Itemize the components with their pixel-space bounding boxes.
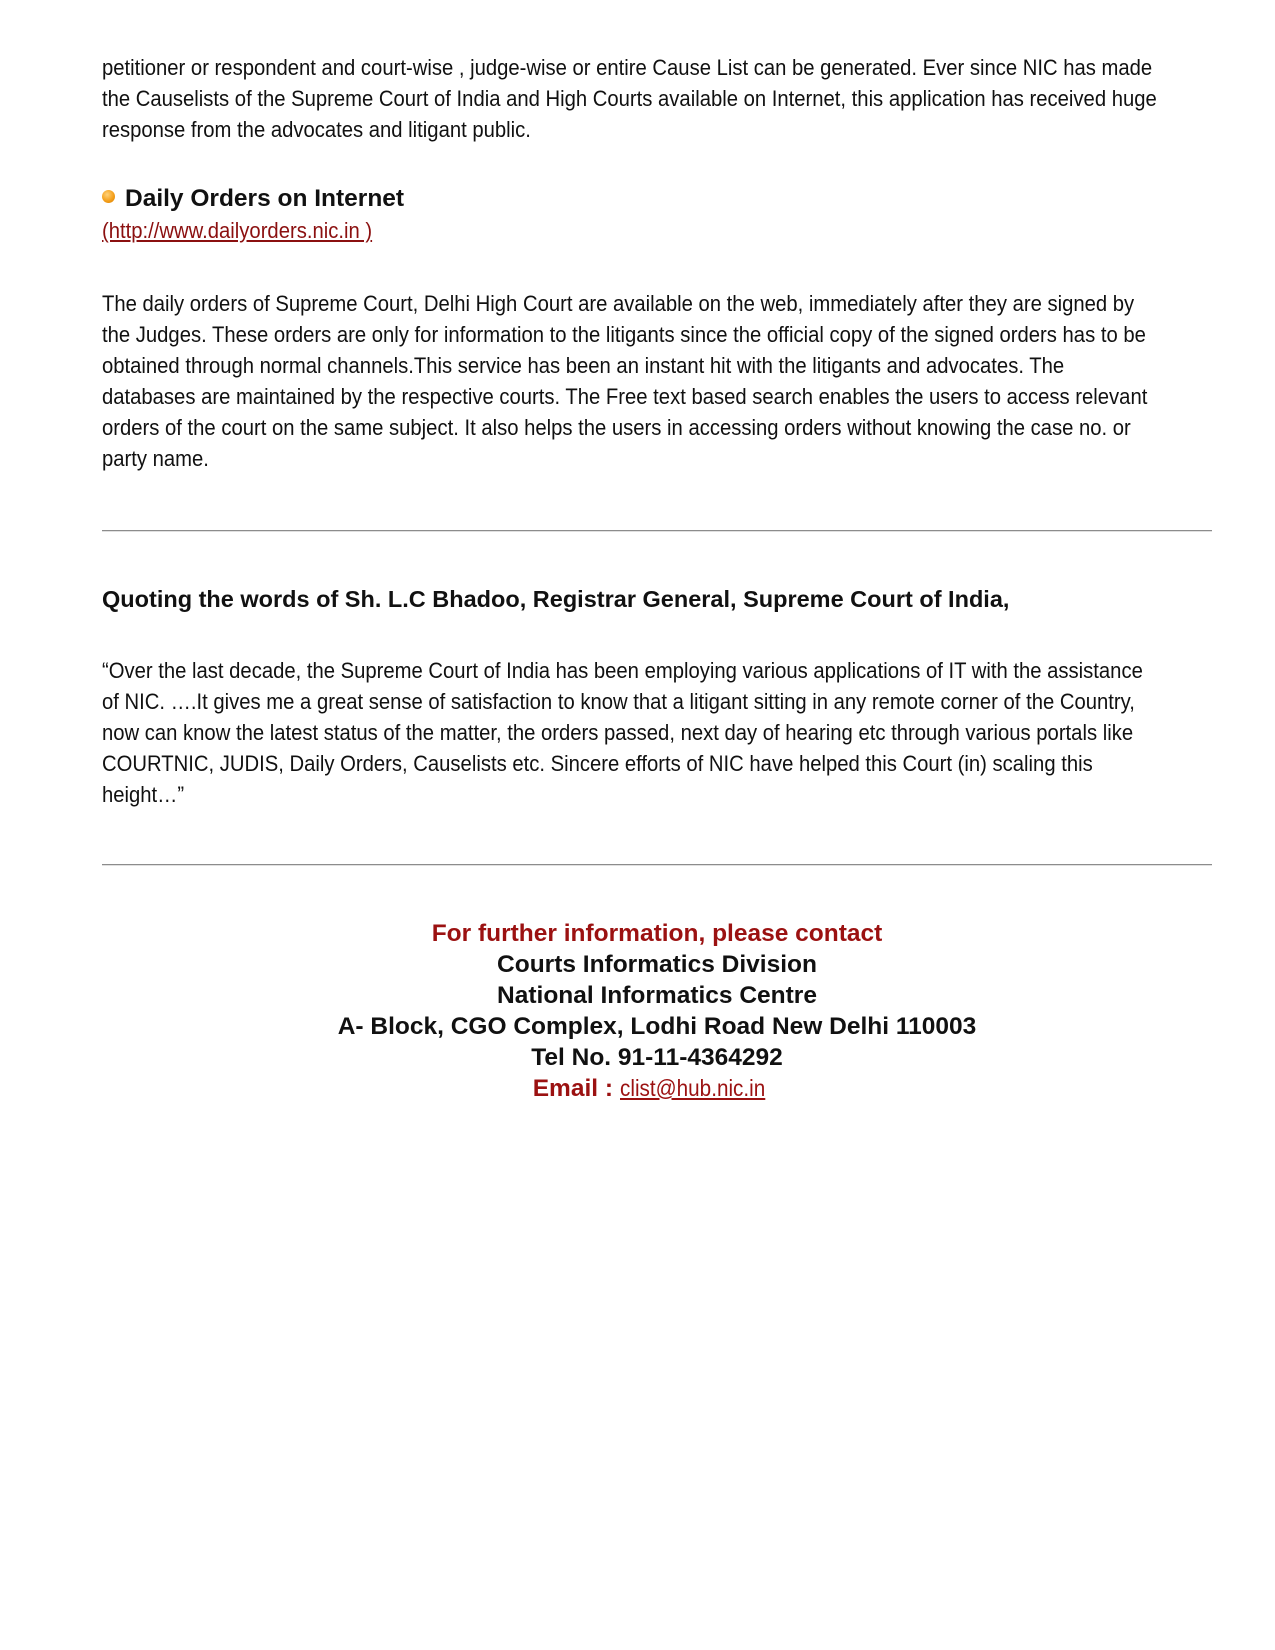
paragraph-line: The daily orders of Supreme Court, Delhi High Court are available on the web, immediately after they are signed by [102,291,1135,316]
paragraph-line: the Judges. These orders are only for information to the litigants since the official copy of the signed orders has to be [102,322,1146,347]
paragraph-line: height…” [102,782,185,807]
orange-bullet-icon [102,190,115,203]
email-label: Email : [532,1075,614,1102]
horizontal-divider [102,530,1212,532]
paragraph-line: petitioner or respondent and court-wise , judge-wise or entire Cause List can be generated. Ever since NIC has made [102,55,1153,80]
paragraph-line: of NIC. ….It gives me a great sense of satisfaction to know that a litigant sitting in any remote corner of the Country, [102,689,1135,714]
contact-phone: Tel No. 91-11-4364292 [531,1044,783,1071]
paragraph-line: the Causelists of the Supreme Court of India and High Courts available on Internet, this application has received huge [102,86,1157,111]
paragraph-line: databases are maintained by the respective courts. The Free text based search enables the users to access relevant [102,384,1148,409]
horizontal-divider [102,864,1212,866]
paragraph-line: now can know the latest status of the matter, the orders passed, next day of hearing etc through various portals like [102,720,1134,745]
daily-orders-link[interactable]: (http://www.dailyorders.nic.in ) [102,218,373,243]
paragraph-line: COURTNIC, JUDIS, Daily Orders, Causelists etc. Sincere efforts of NIC have helped this Court (in) scaling this [102,751,1093,776]
paragraph-line: obtained through normal channels.This service has been an instant hit with the litigants and advocates. The [102,353,1065,378]
contact-intro: For further information, please contact [431,920,883,947]
causelist-paragraph [102,52,1218,145]
paragraph-line: orders of the court on the same subject. It also helps the users in accessing orders without knowing the case no. or [102,415,1131,440]
paragraph-line: party name. [102,446,209,471]
daily-orders-heading [102,184,404,214]
paragraph-line: response from the advocates and litigant public. [102,117,531,142]
quote-heading: Quoting the words of Sh. L.C Bhadoo, Registrar General, Supreme Court of India, [102,586,1010,612]
contact-organization: National Informatics Centre [497,982,817,1009]
quote-paragraph [102,655,1218,810]
contact-division: Courts Informatics Division [497,951,817,978]
daily-orders-heading-text: Daily Orders on Internet [125,185,405,212]
email-link[interactable]: clist@hub.nic.in [619,1075,766,1101]
contact-address: A- Block, CGO Complex, Lodhi Road New Delhi 110003 [337,1013,977,1040]
paragraph-line: “Over the last decade, the Supreme Court of India has been employing various applications of IT with the assistance [102,658,1143,683]
daily-orders-paragraph [102,288,1218,474]
contact-email-row [102,1073,1212,1104]
contact-block [102,918,1212,1104]
